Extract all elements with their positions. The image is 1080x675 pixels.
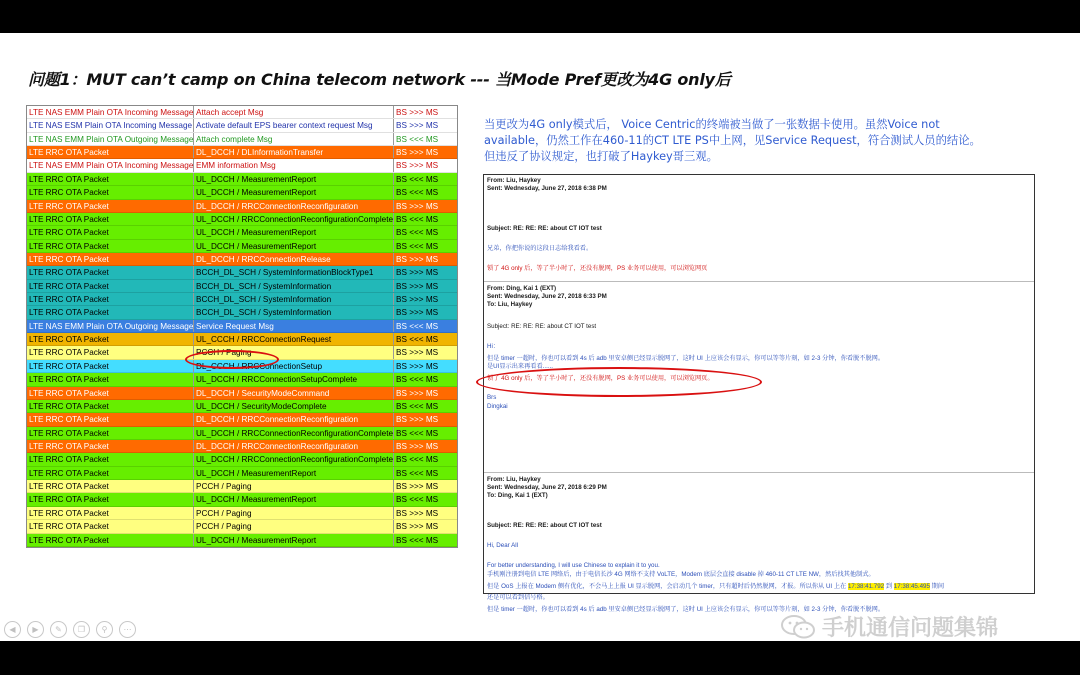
log-message-cell: Service Request Msg	[194, 320, 394, 332]
log-message-cell: DL_DCCH / SecurityModeCommand	[194, 387, 394, 399]
log-direction-cell: BS <<< MS	[396, 375, 439, 385]
log-row[interactable]	[27, 453, 457, 466]
log-direction-cell: BS >>> MS	[396, 254, 439, 264]
log-direction-cell: BS >>> MS	[396, 148, 439, 158]
red-quote-highlight	[476, 367, 762, 397]
email-sent: Sent: Wednesday, June 27, 2018 6:29 PM	[487, 484, 607, 491]
log-row[interactable]	[27, 119, 457, 132]
log-direction-cell: BS >>> MS	[396, 308, 439, 318]
email-greeting: Hi：	[487, 343, 500, 350]
log-row[interactable]	[27, 306, 457, 319]
log-type-cell: LTE RRC OTA Packet	[27, 173, 194, 185]
log-message-cell: DL_DCCH / RRCConnectionRelease	[194, 253, 394, 265]
log-message-cell: UL_DCCH / MeasurementReport	[194, 186, 394, 198]
email-separator	[484, 472, 1034, 473]
email-subject: Subject: RE: RE: RE: about CT IOT test	[487, 522, 602, 529]
log-direction-cell: BS <<< MS	[396, 228, 439, 238]
log-row[interactable]	[27, 226, 457, 239]
log-direction-cell: BS <<< MS	[396, 455, 439, 465]
log-message-cell: BCCH_DL_SCH / SystemInformation	[194, 306, 394, 318]
email-text: 但是 OoS 上报在 Modem 侧有优化，不会马上上报 UI 显示脱网，会启动几个 timer，只有超时后仍然脱网，才报。所以你从 UI 上在	[487, 583, 847, 590]
log-row[interactable]	[27, 186, 457, 199]
arrow-left-icon[interactable]: ◀	[4, 621, 21, 638]
log-message-cell: Activate default EPS bearer context request Msg	[194, 119, 394, 131]
log-row[interactable]	[27, 213, 457, 226]
log-message-cell: UL_DCCH / MeasurementReport	[194, 467, 394, 479]
log-type-cell: LTE RRC OTA Packet	[27, 534, 194, 546]
log-row[interactable]	[27, 280, 457, 293]
description-line-2: available，仍然工作在460-11的CT LTE PS中上网，见Service Request，符合测试人员的结论。	[484, 134, 981, 147]
copy-icon[interactable]: ❐	[73, 621, 90, 638]
log-row[interactable]	[27, 400, 457, 413]
more-icon[interactable]: ⋯	[119, 621, 136, 638]
log-message-cell: Attach complete Msg	[194, 133, 394, 145]
log-message-cell: UL_DCCH / SecurityModeComplete	[194, 400, 394, 412]
log-direction-cell: BS <<< MS	[396, 188, 439, 198]
log-direction-cell: BS <<< MS	[396, 401, 439, 411]
email-greeting: Hi, Dear All	[487, 542, 518, 549]
log-type-cell: LTE RRC OTA Packet	[27, 400, 194, 412]
log-direction-cell: BS <<< MS	[396, 335, 439, 345]
log-row[interactable]	[27, 480, 457, 493]
log-message-cell: PCCH / Paging	[194, 507, 394, 519]
log-type-cell: LTE RRC OTA Packet	[27, 360, 194, 372]
log-type-cell: LTE RRC OTA Packet	[27, 440, 194, 452]
log-message-cell: UL_DCCH / RRCConnectionReconfigurationComplete	[196, 428, 394, 438]
log-row[interactable]	[27, 200, 457, 213]
email-sent: Sent: Wednesday, June 27, 2018 6:38 PM	[487, 185, 607, 192]
log-row[interactable]	[27, 440, 457, 453]
email-from: From: Liu, Haykey	[487, 476, 541, 483]
log-type-cell: LTE RRC OTA Packet	[27, 306, 194, 318]
log-direction-cell: BS >>> MS	[396, 108, 439, 117]
log-message-cell: EMM information Msg	[194, 159, 394, 171]
log-type-cell: LTE RRC OTA Packet	[27, 226, 194, 238]
log-type-cell: LTE RRC OTA Packet	[27, 253, 194, 265]
log-message-cell: DL_CCCH / RRCConnectionSetup	[194, 360, 394, 372]
log-row[interactable]	[27, 173, 457, 186]
email-body: 但是 timer 一超时，你也可以看到 4s 后 adb 里安卓侧已经显示脱网了，这时 UI 上应该会有显示，你可以等等片刻，如 2-3 分钟，你看脱不脱网。	[487, 355, 885, 362]
log-message-cell: UL_DCCH / MeasurementReport	[194, 493, 394, 505]
email-separator	[484, 281, 1034, 282]
log-message-cell: BCCH_DL_SCH / SystemInformation	[194, 280, 394, 292]
watermark-text: 手机通信问题集锦	[822, 616, 999, 641]
email-thread	[483, 174, 1035, 613]
log-message-cell: UL_CCCH / RRCConnectionRequest	[194, 333, 394, 345]
email-body: 兄弟，你把你说的这段日志给我看看。	[487, 245, 593, 252]
log-message-cell: DL_DCCH / RRCConnectionReconfiguration	[194, 200, 394, 212]
email-closing: Brs	[487, 394, 497, 401]
log-type-cell: LTE RRC OTA Packet	[27, 240, 194, 252]
log-message-cell: UL_DCCH / RRCConnectionSetupComplete	[194, 373, 394, 385]
email-to: To: Liu, Haykey	[487, 301, 533, 308]
log-type-cell: LTE NAS ESM Plain OTA Incoming Message	[29, 121, 193, 131]
log-message-cell: DL_DCCH / RRCConnectionReconfiguration	[194, 440, 394, 452]
log-type-cell: LTE RRC OTA Packet	[27, 493, 194, 505]
description-line-1: 当更改为4G only模式后， Voice Centric的终端被当做了一张数据卡使用。虽然Voice not	[484, 118, 940, 131]
email-body	[487, 583, 944, 591]
log-type-cell: LTE RRC OTA Packet	[27, 213, 194, 225]
log-row[interactable]	[27, 507, 457, 520]
slide	[0, 33, 1080, 641]
wechat-logo-icon	[780, 614, 816, 640]
log-type-cell: LTE RRC OTA Packet	[27, 520, 194, 532]
log-message-cell: PCCH / Paging	[194, 346, 394, 358]
log-row[interactable]	[27, 387, 457, 400]
log-row[interactable]	[27, 133, 457, 146]
log-direction-cell: BS <<< MS	[396, 428, 439, 438]
email-subject: Subject: RE: RE: RE: about CT IOT test	[487, 323, 597, 330]
email-body-red: 锁了 4G only 后，等了半小时了，还没有脱网，PS 业务可以使用，可以浏览网页。	[487, 375, 714, 382]
log-direction-cell: BS >>> MS	[396, 161, 439, 171]
log-type-cell: LTE RRC OTA Packet	[27, 346, 194, 358]
log-type-cell: LTE RRC OTA Packet	[27, 186, 194, 198]
log-type-cell: LTE RRC OTA Packet	[27, 293, 194, 305]
service-request-highlight	[185, 350, 279, 369]
email-signature: Dingkai	[487, 403, 508, 410]
log-direction-cell: BS >>> MS	[396, 348, 439, 358]
log-table	[26, 105, 458, 548]
log-row[interactable]	[27, 427, 457, 440]
description	[484, 117, 1044, 165]
log-message-cell: UL_DCCH / RRCConnectionReconfigurationComplete	[196, 214, 394, 224]
log-direction-cell: BS <<< MS	[396, 321, 439, 331]
log-message-cell: UL_DCCH / MeasurementReport	[194, 240, 394, 252]
log-row[interactable]	[27, 146, 457, 159]
zoom-icon[interactable]: ⚲	[96, 621, 113, 638]
log-message-cell: UL_DCCH / MeasurementReport	[194, 226, 394, 238]
log-message-cell: PCCH / Paging	[194, 480, 394, 492]
play-icon[interactable]: ▶	[27, 621, 44, 638]
log-type-cell: LTE RRC OTA Packet	[27, 266, 194, 278]
log-row[interactable]	[27, 253, 457, 266]
log-row[interactable]	[27, 159, 457, 172]
log-type-cell: LTE NAS EMM Plain OTA Outgoing Message	[29, 134, 194, 144]
log-direction-cell: BS >>> MS	[396, 295, 439, 305]
log-direction-cell: BS >>> MS	[396, 121, 439, 131]
email-body: For better understanding, I will use Chinese to explain it to you.	[487, 562, 660, 569]
log-type-cell: LTE RRC OTA Packet	[27, 373, 194, 385]
log-row[interactable]	[27, 333, 457, 346]
timestamp-highlight: 17:38:45.495	[893, 583, 930, 590]
log-type-cell: LTE RRC OTA Packet	[27, 413, 194, 425]
log-row[interactable]	[27, 413, 457, 426]
log-type-cell: LTE RRC OTA Packet	[27, 427, 194, 439]
log-row[interactable]	[27, 520, 457, 533]
log-message-cell: UL_DCCH / MeasurementReport	[194, 534, 394, 546]
email-text: 期间	[931, 583, 945, 590]
email-to: To: Ding, Kai 1 (EXT)	[487, 492, 548, 499]
slide-title: 问题1：MUT can’t camp on China telecom network --- 当Mode Pref更改为4G only后	[28, 70, 731, 89]
log-direction-cell: BS >>> MS	[396, 268, 439, 278]
timestamp-highlight: 17:38:41.792	[847, 583, 885, 590]
watermark	[780, 611, 998, 642]
log-type-cell: LTE RRC OTA Packet	[27, 146, 194, 158]
email-body: 是UI显示出来再看看......	[487, 363, 554, 370]
log-direction-cell: BS >>> MS	[396, 281, 439, 291]
email-subject: Subject: RE: RE: RE: about CT IOT test	[487, 225, 602, 232]
log-direction-cell: BS <<< MS	[396, 214, 439, 224]
log-row[interactable]	[27, 493, 457, 506]
log-type-cell: LTE RRC OTA Packet	[27, 467, 194, 479]
log-type-cell: LTE RRC OTA Packet	[27, 480, 194, 492]
email-from: From: Liu, Haykey	[487, 177, 541, 184]
log-direction-cell: BS >>> MS	[396, 522, 439, 532]
log-direction-cell: BS >>> MS	[396, 482, 439, 492]
email-body: 手机刚注册到电信 LTE 网络后，由于电信长沙 4G 网络不支持 VoLTE，Modem 底层会直接 disable 掉 460-11 CT LTE NW，然后找其他制式。	[487, 571, 875, 578]
pen-icon[interactable]: ✎	[50, 621, 67, 638]
log-message-cell: UL_DCCH / RRCConnectionReconfigurationComplete	[196, 455, 394, 465]
presentation-toolbar	[4, 621, 136, 638]
log-message-cell: DL_DCCH / DLInformationTransfer	[194, 146, 394, 158]
email-text: 到	[885, 583, 893, 590]
log-direction-cell: BS >>> MS	[396, 361, 439, 371]
log-message-cell: UL_DCCH / MeasurementReport	[194, 173, 394, 185]
log-message-cell: PCCH / Paging	[194, 520, 394, 532]
log-row[interactable]	[27, 320, 457, 333]
email-from: From: Ding, Kai 1 (EXT)	[487, 285, 557, 292]
log-message-cell: BCCH_DL_SCH / SystemInformationBlockType1	[194, 266, 394, 278]
log-row[interactable]	[27, 240, 457, 253]
log-row[interactable]	[27, 534, 457, 547]
log-type-cell: LTE RRC OTA Packet	[27, 333, 194, 345]
email-sent: Sent: Wednesday, June 27, 2018 6:33 PM	[487, 293, 607, 300]
email-body: 但是 timer 一超时，你也可以看到 4s 后 adb 里安卓侧已经显示脱网了，这时 UI 上应该会有显示，你可以等等片刻，如 2-3 分钟，你看脱不脱网。	[487, 606, 885, 613]
log-row[interactable]	[27, 266, 457, 279]
log-type-cell: LTE RRC OTA Packet	[27, 387, 194, 399]
log-row[interactable]	[27, 293, 457, 306]
log-direction-cell: BS <<< MS	[396, 468, 439, 478]
log-direction-cell: BS <<< MS	[396, 174, 439, 184]
log-type-cell: LTE RRC OTA Packet	[27, 453, 194, 465]
log-type-cell: LTE NAS EMM Plain OTA Outgoing Message	[29, 321, 194, 331]
log-direction-cell: BS >>> MS	[396, 388, 439, 398]
log-direction-cell: BS <<< MS	[396, 495, 439, 505]
log-message-cell: DL_DCCH / RRCConnectionReconfiguration	[194, 413, 394, 425]
email-body: 还是可以看到信号格。	[487, 594, 549, 601]
log-message-cell: Attach accept Msg	[194, 106, 394, 118]
log-type-cell: LTE RRC OTA Packet	[27, 200, 194, 212]
log-direction-cell: BS >>> MS	[396, 508, 439, 518]
log-message-cell: BCCH_DL_SCH / SystemInformation	[194, 293, 394, 305]
log-type-cell: LTE RRC OTA Packet	[27, 280, 194, 292]
log-direction-cell: BS >>> MS	[396, 441, 439, 451]
log-direction-cell: BS >>> MS	[396, 415, 439, 425]
log-type-cell: LTE NAS EMM Plain OTA Incoming Message	[29, 108, 194, 117]
log-direction-cell: BS <<< MS	[396, 134, 439, 144]
log-row[interactable]	[27, 467, 457, 480]
log-type-cell: LTE RRC OTA Packet	[27, 507, 194, 519]
log-type-cell: LTE NAS EMM Plain OTA Incoming Message	[29, 161, 194, 171]
log-direction-cell: BS <<< MS	[396, 535, 439, 545]
description-line-3: 但违反了协议规定，也打破了Haykey哥三观。	[484, 150, 718, 163]
log-direction-cell: BS <<< MS	[396, 241, 439, 251]
log-row[interactable]	[27, 373, 457, 386]
log-row[interactable]	[27, 106, 457, 119]
email-body-red: 锁了 4G only 后，等了半小时了，还没有脱网，PS 业务可以使用，可以浏览网页	[487, 265, 708, 272]
log-direction-cell: BS >>> MS	[396, 201, 439, 211]
